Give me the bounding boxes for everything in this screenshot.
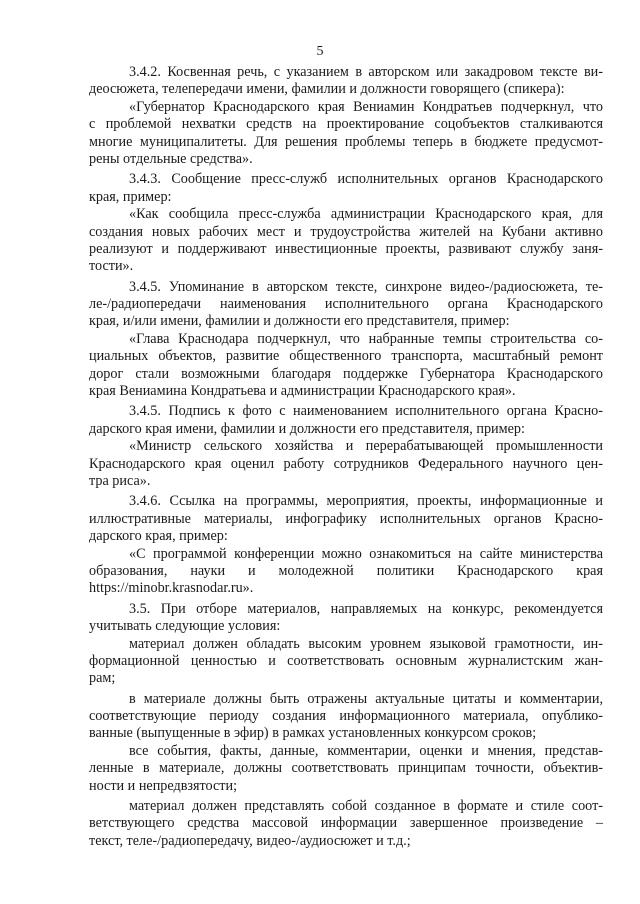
text-line: 3.4.3. Сообщение пресс-служб исполнительных органов Краснодарского — [129, 171, 603, 188]
paragraph-p35 — [89, 601, 603, 636]
paragraph-q345b — [89, 438, 603, 490]
text-line: материал должен обладать высоким уровнем языковой грамотности, ин- — [129, 635, 603, 652]
paragraph-q346 — [89, 546, 603, 598]
text-line: деосюжета, телепередачи имени, фамилии и должности говорящего (спикера): — [89, 81, 565, 98]
text-line: циальных объектов, развитие общественного транспорта, масштабный ремонт — [89, 348, 603, 365]
paragraph-p342 — [89, 64, 603, 99]
text-line: ленные в материале, должны соответствовать принципам точности, объектив- — [89, 760, 603, 777]
text-line: многие муниципалитеты. Для решения проблемы теперь в бюджете предусмот- — [89, 133, 603, 150]
text-line: материал должен представлять собой созданное в формате и стиле соот- — [129, 798, 603, 815]
text-line: дарского края имени, фамилии и должности его представителя, пример: — [89, 420, 525, 437]
text-line: 3.4.6. Ссылка на программы, мероприятия, проекты, информационные и — [129, 493, 603, 510]
text-line: соответствующие периоду создания информационного материала, опублико- — [89, 708, 603, 725]
text-line: 3.5. При отборе материалов, направляемых на конкурс, рекомендуется — [129, 600, 603, 617]
text-line: «Как сообщила пресс-служба администрации Краснодарского края, для — [129, 206, 603, 223]
text-line: «С программой конференции можно ознакомиться на сайте министерства — [129, 545, 603, 562]
text-line: ле-/радиопередачи наименования исполнительного органа Краснодарского — [89, 296, 603, 313]
text-line: текст, теле-/радиопередачу, видео-/аудиосюжет и т.д.; — [89, 832, 411, 849]
text-line: Краснодарского края оценил работу сотрудников Федерального научного цен- — [89, 455, 603, 472]
paragraph-q343 — [89, 206, 603, 276]
paragraph-q345a — [89, 331, 603, 401]
paragraph-p346 — [89, 493, 603, 545]
paragraph-c4 — [89, 798, 603, 850]
text-line: «Глава Краснодара подчеркнул, что набранные темпы строительства со- — [129, 330, 603, 347]
text-line: ветствующего средства массовой информации завершенное произведение – — [89, 815, 603, 832]
document-body — [89, 64, 603, 850]
paragraph-p345b — [89, 403, 603, 438]
text-line: ности и непредвзятости; — [89, 777, 238, 794]
text-line: края, пример: — [89, 188, 172, 205]
text-line: края Вениамина Кондратьева и администрации Краснодарского края». — [89, 383, 516, 400]
text-line: https://minobr.krasnodar.ru». — [89, 580, 254, 597]
paragraph-p345a — [89, 279, 603, 331]
paragraph-p343 — [89, 171, 603, 206]
text-line: формационной ценностью и соответствовать основным журналистским жан- — [89, 652, 603, 669]
text-line: 3.4.5. Подпись к фото с наименованием исполнительного органа Красно- — [129, 403, 603, 420]
text-line: ванные (выпущенные в эфир) в рамках установленных конкурсом сроков; — [89, 725, 537, 742]
text-line: дарского края, пример: — [89, 528, 228, 545]
paragraph-q342 — [89, 99, 603, 169]
text-line: реализуют и поддерживают инвестиционные проекты, развивают службу заня- — [89, 240, 603, 257]
text-line: рам; — [89, 670, 116, 687]
paragraph-c1 — [89, 636, 603, 688]
text-line: рены отдельные средства». — [89, 150, 253, 167]
page-number: 5 — [316, 44, 324, 59]
text-line: в материале должны быть отражены актуальные цитаты и комментарии, — [129, 690, 603, 707]
text-line: все события, факты, данные, комментарии, оценки и мнения, представ- — [129, 742, 603, 759]
paragraph-c3 — [89, 743, 603, 795]
text-line: тости». — [89, 258, 134, 275]
text-line: 3.4.5. Упоминание в авторском тексте, синхроне видео-/радиосюжета, те- — [129, 278, 603, 295]
paragraph-c2 — [89, 691, 603, 743]
text-line: с проблемой нехватки средств на проектирование соцобъектов сталкиваются — [89, 116, 603, 133]
text-line: иллюстративные материалы, инфографику исполнительных органов Красно- — [89, 510, 603, 527]
text-line: края, и/или имени, фамилии и должности его представителя, пример: — [89, 313, 510, 330]
text-line: дорог стали возможными благодаря поддержке Губернатора Краснодарского — [89, 365, 603, 382]
text-line: создания новых рабочих мест и трудоустройства жителей на Кубани активно — [89, 223, 603, 240]
text-line: тра риса». — [89, 472, 151, 489]
text-line: образования, науки и молодежной политики Краснодарского края — [89, 562, 603, 579]
text-line: «Губернатор Краснодарского края Вениамин Кондратьев подчеркнул, что — [129, 98, 603, 115]
text-line: учитывать следующие условия: — [89, 618, 281, 635]
text-line: «Министр сельского хозяйства и перерабатывающей промышленности — [129, 438, 603, 455]
text-line: 3.4.2. Косвенная речь, с указанием в авторском или закадровом тексте ви- — [129, 64, 603, 80]
